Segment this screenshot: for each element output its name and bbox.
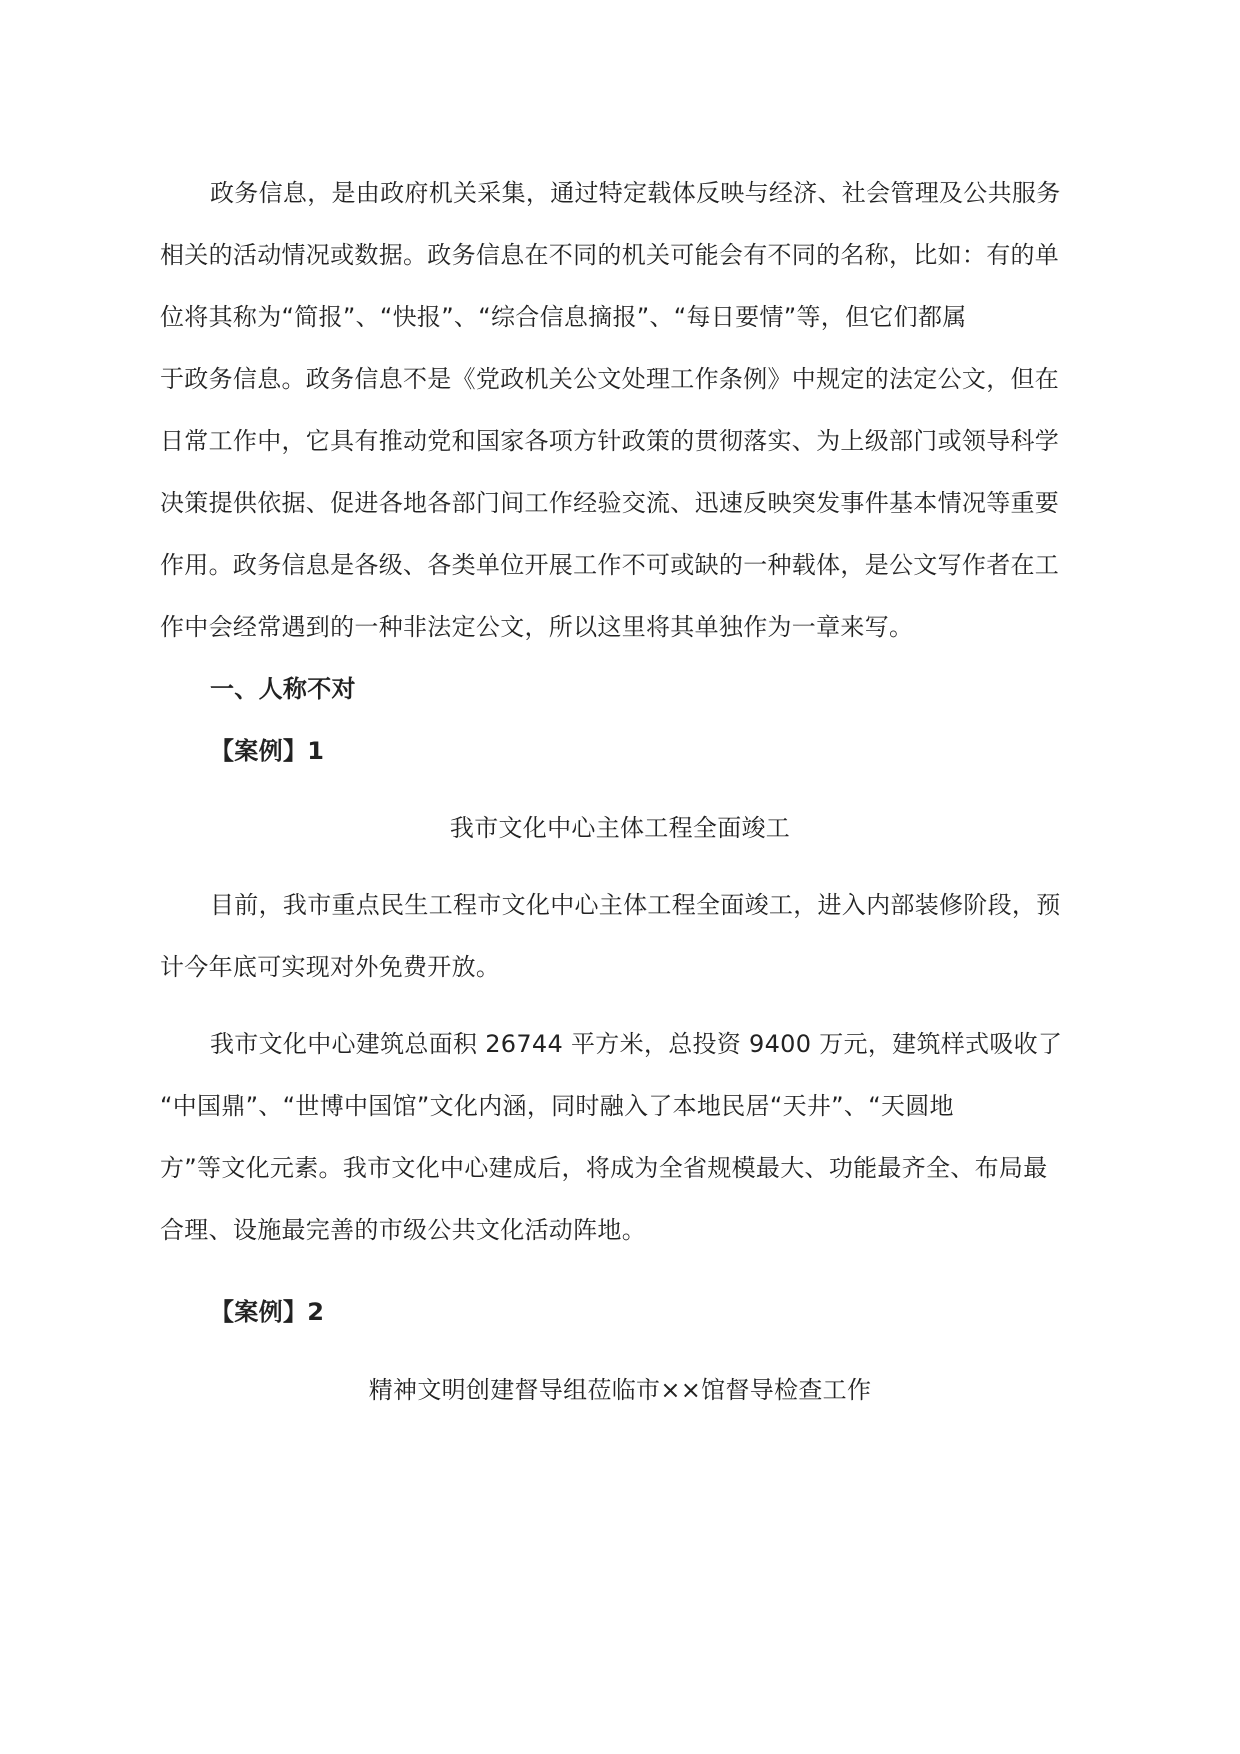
case1-para2-line-4: 合理、设施最完善的市级公共文化活动阵地。 xyxy=(160,1216,646,1244)
case1-para1-line-1: 目前，我市重点民生工程市文化中心主体工程全面竣工，进入内部装修阶段，预 xyxy=(210,891,1061,919)
intro-line-2: 相关的活动情况或数据。政务信息在不同的机关可能会有不同的名称，比如：有的单 xyxy=(160,241,1060,269)
case1-para2-line-3: 方”等文化元素。我市文化中心建成后，将成为全省规模最大、功能最齐全、布局最 xyxy=(160,1154,1048,1182)
intro-line-7: 作用。政务信息是各级、各类单位开展工作不可或缺的一种载体，是公文写作者在工 xyxy=(160,551,1060,579)
case1-label: 【案例】1 xyxy=(210,737,325,765)
intro-line-6: 决策提供依据、促进各地各部门间工作经验交流、迅速反映突发事件基本情况等重要 xyxy=(160,489,1060,517)
intro-line-4: 于政务信息。政务信息不是《党政机关公文处理工作条例》中规定的法定公文，但在 xyxy=(160,365,1060,393)
case1-para2-line-1: 我市文化中心建筑总面积 26744 平方米，总投资 9400 万元，建筑样式吸收了 xyxy=(210,1030,1063,1058)
intro-line-3: 位将其称为“简报”、“快报”、“综合信息摘报”、“每日要情”等，但它们都属 xyxy=(160,303,967,331)
case2-label: 【案例】2 xyxy=(210,1298,325,1326)
intro-line-8: 作中会经常遇到的一种非法定公文，所以这里将其单独作为一章来写。 xyxy=(160,613,914,641)
case1-para2-line-2: “中国鼎”、“世博中国馆”文化内涵，同时融入了本地民居“天井”、“天圆地 xyxy=(160,1092,954,1120)
section-heading: 一、人称不对 xyxy=(210,675,356,703)
intro-line-1: 政务信息，是由政府机关采集，通过特定载体反映与经济、社会管理及公共服务 xyxy=(210,179,1061,207)
case1-para1-line-2: 计今年底可实现对外免费开放。 xyxy=(160,953,501,981)
case2-title: 精神文明创建督导组莅临市××馆督导检查工作 xyxy=(368,1376,872,1404)
case1-title: 我市文化中心主体工程全面竣工 xyxy=(449,814,791,842)
intro-line-5: 日常工作中，它具有推动党和国家各项方针政策的贯彻落实、为上级部门或领导科学 xyxy=(160,427,1060,455)
